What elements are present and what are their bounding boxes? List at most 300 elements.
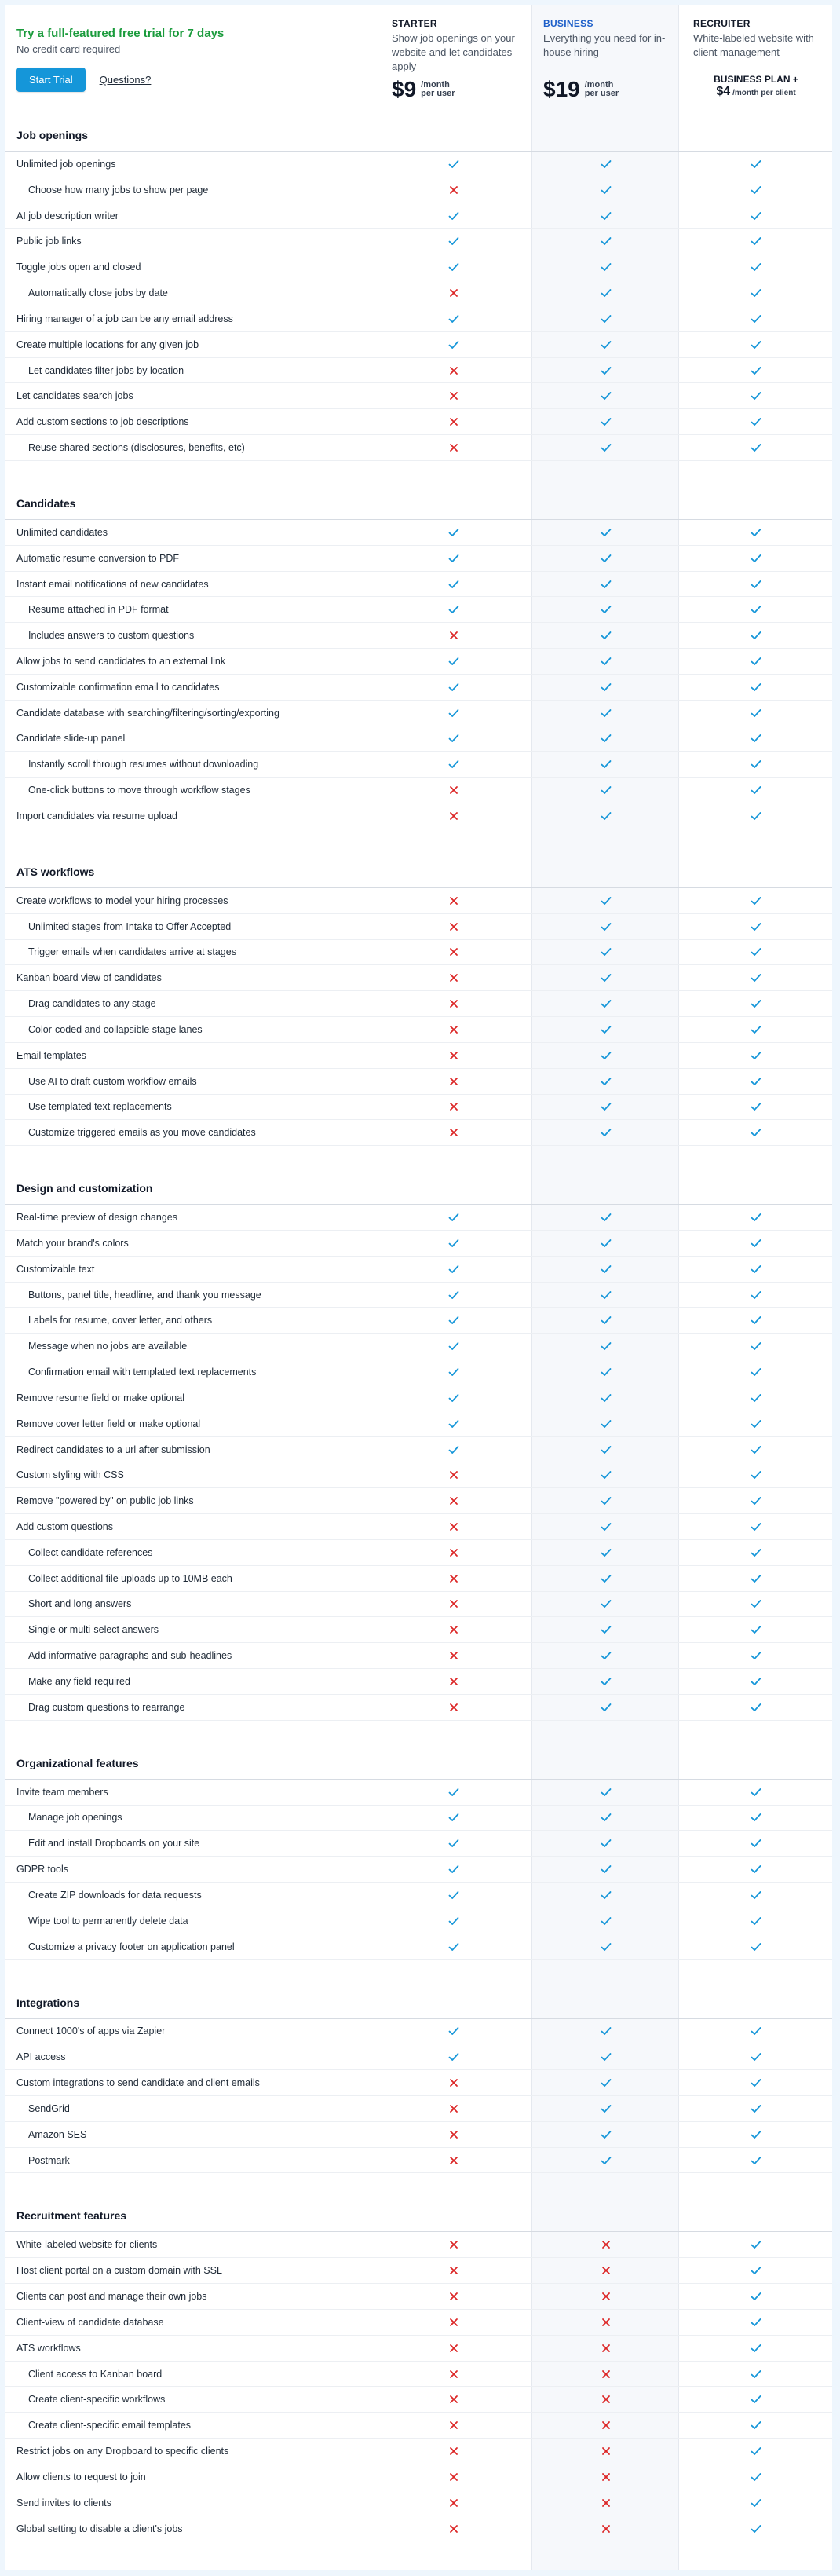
cross-icon (447, 1023, 460, 1036)
feature-row (5, 358, 832, 384)
feature-row (5, 649, 832, 675)
plan-business-description: Everything you need for in-house hiring (543, 32, 666, 58)
feature-row (5, 2232, 832, 2258)
check-icon (600, 441, 612, 454)
feature-row (5, 520, 832, 546)
check-icon (600, 1546, 612, 1559)
check-icon (600, 2154, 612, 2167)
check-icon (600, 364, 612, 377)
cross-icon (600, 2497, 612, 2509)
feature-label: Choose how many jobs to show per page (28, 184, 209, 196)
check-icon (750, 1392, 762, 1404)
check-icon (600, 158, 612, 170)
feature-row (5, 435, 832, 461)
check-icon (447, 1444, 460, 1456)
feature-label: Create client-specific email templates (28, 2420, 192, 2431)
cross-icon (600, 2238, 612, 2251)
feature-row (5, 1017, 832, 1043)
feature-row (5, 177, 832, 203)
check-icon (750, 1263, 762, 1275)
section-header (5, 1146, 832, 1205)
feature-label: Use templated text replacements (28, 1101, 172, 1113)
section-title: Integrations (16, 1996, 80, 2009)
check-icon (600, 758, 612, 770)
feature-label: Collect candidate references (28, 1546, 153, 1558)
feature-label: Manage job openings (28, 1812, 122, 1824)
feature-label: Redirect candidates to a url after submission (16, 1444, 210, 1455)
feature-label: Make any field required (28, 1675, 130, 1687)
check-icon (447, 526, 460, 539)
check-icon (750, 758, 762, 770)
check-icon (750, 681, 762, 693)
feature-label: Custom styling with CSS (16, 1469, 124, 1481)
feature-label: Remove cover letter field or make optional (16, 1418, 201, 1429)
price-unit-line1: /month (584, 80, 614, 90)
feature-label: Toggle jobs open and closed (16, 262, 141, 273)
check-icon (600, 1597, 612, 1610)
check-icon (600, 629, 612, 642)
feature-row (5, 2516, 832, 2542)
feature-row (5, 409, 832, 435)
check-icon (750, 364, 762, 377)
cross-icon (447, 184, 460, 196)
check-icon (750, 1495, 762, 1507)
feature-label: Reuse shared sections (disclosures, benefits, etc) (28, 442, 245, 454)
feature-row (5, 2336, 832, 2362)
feature-label: Allow clients to request to join (16, 2471, 146, 2483)
feature-label: Unlimited candidates (16, 526, 108, 538)
check-icon (600, 1941, 612, 1953)
feature-label: Candidate database with searching/filtering/sorting/exporting (16, 707, 279, 719)
cross-icon (447, 1546, 460, 1559)
check-icon (447, 313, 460, 325)
feature-label: Customizable text (16, 1263, 95, 1275)
check-icon (750, 1837, 762, 1850)
check-icon (750, 810, 762, 822)
check-icon (750, 2393, 762, 2406)
check-icon (750, 184, 762, 196)
price-unit-line2: per user (584, 89, 619, 98)
feature-section (5, 461, 832, 829)
pricing-header (5, 5, 832, 116)
feature-label: Buttons, panel title, headline, and thank you message (28, 1289, 261, 1301)
cross-icon (447, 2497, 460, 2509)
check-icon (750, 287, 762, 299)
feature-row (5, 1257, 832, 1283)
check-icon (750, 2051, 762, 2063)
check-icon (750, 629, 762, 642)
feature-row (5, 2096, 832, 2122)
questions-link[interactable]: Questions? (99, 74, 152, 86)
check-icon (600, 1786, 612, 1798)
plan-recruiter-price-unit: /month per client (732, 89, 796, 97)
check-icon (600, 390, 612, 402)
cross-icon (447, 1495, 460, 1507)
check-icon (750, 603, 762, 616)
check-icon (447, 655, 460, 668)
check-icon (750, 210, 762, 222)
feature-label: Labels for resume, cover letter, and others (28, 1315, 213, 1326)
check-icon (750, 1941, 762, 1953)
feature-label: Drag custom questions to rearrange (28, 1701, 185, 1713)
cross-icon (447, 287, 460, 299)
feature-section (5, 1721, 832, 1960)
check-icon (750, 2316, 762, 2329)
check-icon (447, 1211, 460, 1224)
feature-label: Host client portal on a custom domain with SSL (16, 2265, 222, 2277)
check-icon (750, 1075, 762, 1088)
feature-row (5, 254, 832, 280)
check-icon (750, 1811, 762, 1824)
feature-row (5, 1934, 832, 1960)
feature-row (5, 991, 832, 1017)
check-icon (750, 2368, 762, 2380)
check-icon (750, 2025, 762, 2037)
feature-label: Short and long answers (28, 1598, 132, 1610)
feature-row (5, 1566, 832, 1592)
cross-icon (447, 1701, 460, 1714)
check-icon (750, 1314, 762, 1326)
cross-icon (447, 2368, 460, 2380)
check-icon (750, 1100, 762, 1113)
section-title: ATS workflows (16, 865, 95, 878)
feature-label: Client-view of candidate database (16, 2316, 164, 2328)
feature-label: Allow jobs to send candidates to an external link (16, 655, 226, 667)
plan-recruiter-description: White-labeled website with client management (693, 32, 814, 58)
cross-icon (447, 1623, 460, 1636)
cross-icon (600, 2342, 612, 2355)
check-icon (447, 1340, 460, 1352)
feature-row (5, 1643, 832, 1669)
feature-label: Restrict jobs on any Dropboard to specific clients (16, 2446, 229, 2457)
check-icon (600, 1211, 612, 1224)
feature-row (5, 546, 832, 572)
feature-row (5, 752, 832, 778)
feature-label: Instant email notifications of new candidates (16, 578, 209, 590)
feature-row (5, 203, 832, 229)
check-icon (447, 261, 460, 273)
cross-icon (600, 2264, 612, 2277)
cross-icon (600, 2523, 612, 2535)
plan-recruiter-plan-label: BUSINESS PLAN + (714, 74, 798, 85)
price-unit-line2: per user (421, 89, 455, 98)
check-icon (750, 2154, 762, 2167)
cross-icon (600, 2445, 612, 2457)
check-icon (750, 2128, 762, 2141)
feature-label: SendGrid (28, 2102, 70, 2114)
feature-row (5, 597, 832, 623)
feature-row (5, 229, 832, 254)
feature-row (5, 1095, 832, 1121)
plan-starter-price-unit (421, 81, 455, 101)
check-icon (600, 2077, 612, 2089)
check-icon (750, 526, 762, 539)
cross-icon (447, 2077, 460, 2089)
check-icon (600, 1444, 612, 1456)
section-header (5, 2173, 832, 2232)
trial-subtitle: No credit card required (16, 43, 121, 55)
check-icon (600, 1289, 612, 1301)
check-icon (600, 1863, 612, 1875)
check-icon (447, 1289, 460, 1301)
feature-row (5, 1462, 832, 1488)
check-icon (750, 1520, 762, 1533)
check-icon (750, 1049, 762, 1062)
feature-section (5, 2173, 832, 2541)
check-icon (750, 2290, 762, 2303)
cross-icon (447, 1675, 460, 1688)
check-icon (750, 2238, 762, 2251)
check-icon (447, 578, 460, 591)
cross-icon (600, 2471, 612, 2483)
cross-icon (447, 364, 460, 377)
feature-label: Instantly scroll through resumes without downloading (28, 759, 259, 770)
feature-row (5, 1308, 832, 1334)
check-icon (750, 2264, 762, 2277)
trial-title: Try a full-featured free trial for 7 days (16, 27, 225, 40)
feature-label: GDPR tools (16, 1864, 68, 1875)
plan-recruiter-price (693, 74, 819, 99)
feature-label: AI job description writer (16, 210, 119, 221)
feature-row (5, 1669, 832, 1695)
check-icon (750, 441, 762, 454)
section-title: Design and customization (16, 1182, 153, 1195)
check-icon (750, 946, 762, 958)
feature-row (5, 1043, 832, 1069)
feature-row (5, 1334, 832, 1359)
feature-label: Email templates (16, 1049, 86, 1061)
check-icon (750, 578, 762, 591)
feature-label: Add custom questions (16, 1521, 113, 1532)
feature-row (5, 623, 832, 649)
cross-icon (447, 2128, 460, 2141)
feature-row (5, 383, 832, 409)
check-icon (750, 2497, 762, 2509)
cross-icon (600, 2419, 612, 2431)
feature-row (5, 1695, 832, 1721)
feature-row (5, 726, 832, 752)
check-icon (447, 681, 460, 693)
check-icon (750, 1623, 762, 1636)
check-icon (447, 1915, 460, 1927)
plan-business-name: BUSINESS (543, 18, 593, 29)
section-title: Candidates (16, 496, 76, 510)
feature-label: Remove "powered by" on public job links (16, 1495, 194, 1507)
feature-section (5, 1146, 832, 1721)
check-icon (600, 1263, 612, 1275)
cross-icon (447, 1520, 460, 1533)
section-header (5, 1721, 832, 1780)
check-icon (750, 2342, 762, 2355)
cross-icon (447, 1075, 460, 1088)
check-icon (447, 1263, 460, 1275)
check-icon (600, 1623, 612, 1636)
feature-row (5, 332, 832, 358)
feature-row (5, 965, 832, 991)
feature-row (5, 803, 832, 829)
check-icon (750, 732, 762, 745)
check-icon (750, 1786, 762, 1798)
check-icon (600, 1889, 612, 1901)
feature-label: Automatically close jobs by date (28, 287, 168, 299)
cross-icon (447, 2342, 460, 2355)
check-icon (447, 338, 460, 351)
check-icon (447, 1786, 460, 1798)
feature-label: Create workflows to model your hiring processes (16, 895, 228, 906)
feature-row (5, 778, 832, 803)
check-icon (600, 895, 612, 907)
plan-recruiter-price-amount: $4 (716, 85, 731, 98)
check-icon (750, 2077, 762, 2089)
start-trial-button[interactable]: Start Trial (16, 68, 86, 92)
check-icon (447, 1811, 460, 1824)
cross-icon (447, 1049, 460, 1062)
feature-row (5, 1617, 832, 1643)
check-icon (600, 1023, 612, 1036)
feature-row (5, 2258, 832, 2284)
check-icon (750, 313, 762, 325)
feature-label: Unlimited stages from Intake to Offer Accepted (28, 920, 232, 932)
check-icon (447, 210, 460, 222)
check-icon (600, 415, 612, 428)
cross-icon (447, 1469, 460, 1481)
plan-business (543, 18, 677, 101)
check-icon (750, 971, 762, 984)
feature-row (5, 888, 832, 914)
check-icon (447, 1837, 460, 1850)
section-title: Organizational features (16, 1756, 139, 1769)
feature-label: Real-time preview of design changes (16, 1212, 177, 1224)
check-icon (600, 526, 612, 539)
feature-row (5, 572, 832, 598)
feature-label: Connect 1000's of apps via Zapier (16, 2025, 166, 2037)
cross-icon (447, 1100, 460, 1113)
cross-icon (447, 629, 460, 642)
check-icon (447, 1889, 460, 1901)
section-header (5, 461, 832, 520)
feature-label: Create client-specific workflows (28, 2394, 166, 2406)
feature-section (5, 1960, 832, 2174)
check-icon (600, 2025, 612, 2037)
feature-row (5, 152, 832, 177)
cross-icon (447, 997, 460, 1010)
feature-label: Customize triggered emails as you move candidates (28, 1127, 256, 1139)
check-icon (600, 1340, 612, 1352)
feature-row (5, 2122, 832, 2148)
feature-row (5, 1120, 832, 1146)
check-icon (600, 946, 612, 958)
plan-business-price-unit (585, 81, 619, 101)
feature-row (5, 2362, 832, 2388)
feature-label: Import candidates via resume upload (16, 810, 177, 821)
cross-icon (447, 441, 460, 454)
check-icon (600, 1520, 612, 1533)
feature-label: Customize a privacy footer on application panel (28, 1941, 235, 1952)
check-icon (750, 1469, 762, 1481)
feature-table (5, 116, 832, 2541)
section-header (5, 116, 832, 152)
check-icon (600, 1237, 612, 1250)
check-icon (750, 707, 762, 719)
check-icon (750, 338, 762, 351)
feature-label: Add informative paragraphs and sub-headlines (28, 1650, 232, 1662)
feature-section (5, 116, 832, 461)
feature-row (5, 2310, 832, 2336)
feature-row (5, 280, 832, 306)
check-icon (447, 1314, 460, 1326)
section-header (5, 829, 832, 888)
trial-actions (16, 68, 224, 92)
feature-label: Postmark (28, 2154, 70, 2166)
feature-label: Remove resume field or make optional (16, 1392, 184, 1403)
check-icon (750, 158, 762, 170)
check-icon (447, 1941, 460, 1953)
check-icon (750, 1418, 762, 1430)
cross-icon (447, 2523, 460, 2535)
feature-label: Public job links (16, 236, 82, 247)
feature-label: Client access to Kanban board (28, 2368, 163, 2380)
feature-row (5, 1283, 832, 1308)
check-icon (750, 655, 762, 668)
check-icon (600, 1418, 612, 1430)
feature-label: Collect additional file uploads up to 10MB each (28, 1572, 232, 1584)
check-icon (750, 1546, 762, 1559)
feature-label: Drag candidates to any stage (28, 998, 156, 1010)
plan-starter-price (392, 79, 525, 101)
feature-label: Match your brand's colors (16, 1237, 129, 1249)
feature-label: Candidate slide-up panel (16, 733, 126, 745)
cross-icon (447, 946, 460, 958)
check-icon (600, 1649, 612, 1662)
cross-icon (447, 415, 460, 428)
check-icon (600, 287, 612, 299)
plan-business-price-amount: $19 (543, 77, 580, 101)
check-icon (447, 758, 460, 770)
check-icon (600, 1392, 612, 1404)
check-icon (447, 732, 460, 745)
check-icon (750, 1863, 762, 1875)
cross-icon (600, 2290, 612, 2303)
feature-row (5, 940, 832, 966)
check-icon (750, 784, 762, 796)
check-icon (600, 184, 612, 196)
check-icon (600, 1811, 612, 1824)
feature-label: Automatic resume conversion to PDF (16, 552, 180, 564)
cross-icon (447, 895, 460, 907)
feature-row (5, 1231, 832, 1257)
check-icon (750, 1340, 762, 1352)
feature-row (5, 1488, 832, 1514)
feature-row (5, 1069, 832, 1095)
feature-row (5, 2413, 832, 2439)
cross-icon (447, 920, 460, 933)
check-icon (600, 1915, 612, 1927)
feature-row (5, 1806, 832, 1831)
check-icon (447, 158, 460, 170)
check-icon (600, 920, 612, 933)
check-icon (750, 2102, 762, 2115)
check-icon (600, 1314, 612, 1326)
check-icon (750, 1366, 762, 1378)
feature-label: Create ZIP downloads for data requests (28, 1889, 202, 1901)
feature-row (5, 1205, 832, 1231)
plan-recruiter (693, 18, 831, 99)
check-icon (600, 261, 612, 273)
check-icon (447, 1418, 460, 1430)
check-icon (600, 552, 612, 565)
check-icon (600, 681, 612, 693)
feature-row (5, 1359, 832, 1385)
